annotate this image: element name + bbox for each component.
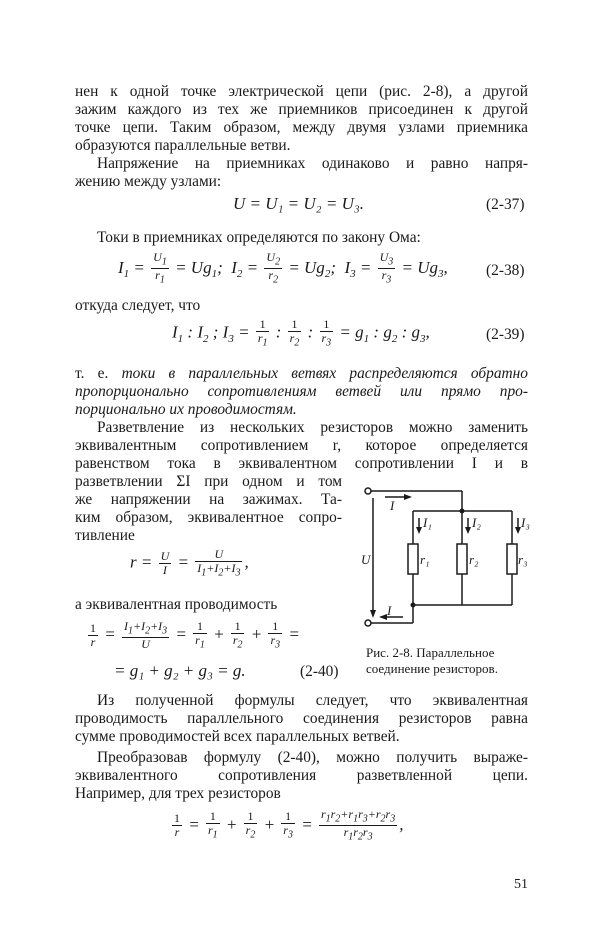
equation-2-38: $I_1$ = $\frac{U_1}{r_1}$ = $Ug_1$; $I_2$ = $\frac{U_2}{r_2}$ = $Ug_2$; $I_3$ = $\frac{U_3}{r_3}$ = $Ug_3$,: [118, 250, 448, 286]
text-line: нен к одной точке электрической цепи (рис. 2-8), а другой: [75, 83, 528, 100]
label-current-3: I₃: [521, 515, 530, 530]
text-line: откуда следует, что: [75, 297, 201, 314]
text-line: порционально их проводимостям.: [75, 401, 297, 418]
text-line: же напряжении на зажимах. Та-: [75, 491, 342, 508]
text-line: эквивалентным сопротивлением r, которое определяется: [75, 437, 528, 454]
page-number: 51: [514, 877, 528, 892]
equation-number: (2-39): [486, 326, 525, 343]
text-line: проводимость параллельного соединения резисторов равна: [75, 710, 528, 727]
label-voltage: U: [361, 552, 371, 567]
equation-three-resistors: $\frac{1}{r}$ = $\frac{1}{r_1}$ + $\frac{1}{r_2}$ + $\frac{1}{r_3}$ = $\frac{r_1r_2+r_1r_3+r_2r_3}{r_1r_2r_3}$ ,: [174, 807, 404, 843]
equation-2-39: $I_1$ : $I_2$ ; $I_3$ = $\frac{1}{r_1}$ : $\frac{1}{r_2}$ : $\frac{1}{r_3}$ = $g_1$ : $g_2$ : $g_3$,: [172, 317, 430, 349]
figure-caption-line1: Рис. 2-8. Параллельное: [366, 645, 495, 660]
label-resistor-3: r₃: [518, 552, 528, 567]
equation-2-40: $\frac{1}{r}$ = $\frac{I_1+I_2+I_3}{U}$ = $\frac{1}{r_1}$ + $\frac{1}{r_2}$ + $\frac{1}{r_3}$ =: [90, 619, 300, 652]
figure-caption-line2: соединение резисторов.: [366, 661, 498, 676]
text-line: т. е. токи в параллельных ветвях распределяются обратно: [75, 365, 528, 382]
equation-number: (2-37): [486, 196, 525, 213]
text-line: Например, для трех резисторов: [75, 785, 281, 802]
text-line: а эквивалентная проводимость: [75, 596, 278, 613]
text-line: разветвлении ΣI при одном и том: [75, 473, 342, 490]
text-line: точке цепи. Таким образом, между двумя узлами приемника: [75, 119, 528, 136]
text-line: эквивалентного сопротивления разветвленной цепи.: [75, 767, 528, 784]
text-line: Напряжение на приемниках одинаково и равно напря-: [97, 155, 528, 172]
text-line: Преобразовав формулу (2-40), можно получить выраже-: [97, 749, 528, 766]
equation-2-37: U = U₁ = U₂ = U₃.: [233, 194, 365, 213]
equation-number: (2-38): [486, 262, 525, 279]
text-line: Токи в приемниках определяются по закону Ома:: [97, 229, 421, 246]
label-resistor-1: r₁: [420, 552, 430, 567]
text-line: сумме проводимостей всех параллельных ветвей.: [75, 728, 400, 745]
label-current-bottom: I: [387, 603, 392, 618]
equation-2-40-line2: = g₁ + g₂ + g₃ = g.: [114, 661, 246, 680]
text-line: ким образом, эквивалентное сопро-: [75, 509, 342, 526]
label-resistor-2: r₂: [469, 552, 479, 567]
text-line: тивление: [75, 527, 135, 544]
equation-number: (2-40): [300, 663, 339, 680]
label-current-1: I₁: [423, 515, 432, 530]
label-current-top: I: [390, 498, 395, 513]
text-line: зажим каждого из тех же приемников присоединен к другой: [75, 101, 528, 118]
equation-r: r = $\frac{U}{I}$ = $\frac{U}{I_1+I_2+I_3}$ ,: [130, 547, 249, 579]
label-current-2: I₂: [472, 515, 481, 530]
text-line: Разветвление из нескольких резисторов можно заменить: [97, 419, 528, 436]
parallel-resistors-figure: [355, 484, 530, 634]
text-line: образуются параллельные ветви.: [75, 137, 291, 154]
text-line: жению между узлами:: [75, 173, 222, 190]
text-line: Из полученной формулы следует, что эквивалентная: [97, 692, 528, 709]
text-line: равенством тока в эквивалентном сопротивлении I и в: [75, 455, 528, 472]
text-line: пропорционально сопротивлениям ветвей или прямо про-: [75, 383, 528, 400]
